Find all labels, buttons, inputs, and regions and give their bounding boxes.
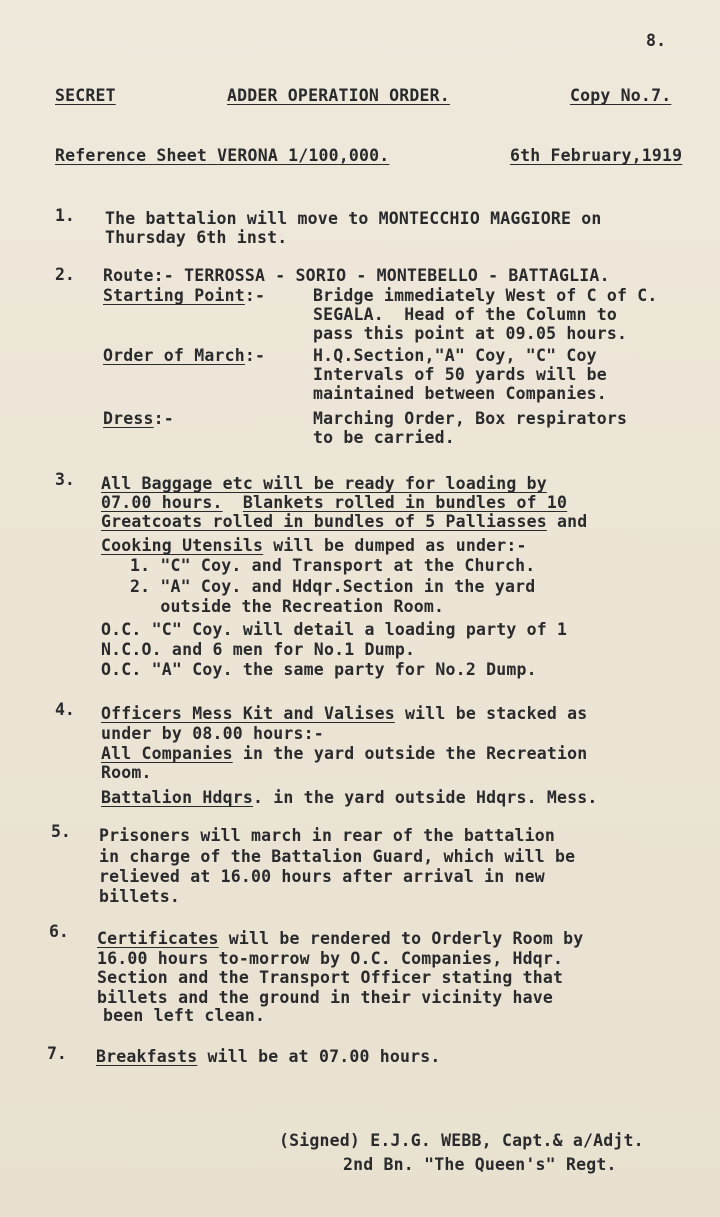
para-3-line: Cooking Utensils will be dumped as under:- bbox=[101, 536, 527, 555]
para-5-line: in charge of the Battalion Guard, which will be bbox=[99, 847, 576, 866]
copy-number: Copy No.7. bbox=[570, 86, 672, 105]
para-1-line: The battalion will move to MONTECCHIO MAGGIORE on bbox=[105, 209, 602, 228]
para-1-number: 1. bbox=[55, 206, 75, 225]
para-5-line: relieved at 16.00 hours after arrival in new bbox=[99, 867, 545, 886]
order-of-march-line: H.Q.Section,"A" Coy, "C" Coy bbox=[313, 346, 597, 365]
order-of-march-line: maintained between Companies. bbox=[313, 384, 607, 403]
para-1-line: Thursday 6th inst. bbox=[105, 228, 288, 247]
para-7-line: Breakfasts will be at 07.00 hours. bbox=[96, 1047, 441, 1066]
para-6-line: Section and the Transport Officer stating that bbox=[97, 968, 564, 987]
para-3-line: outside the Recreation Room. bbox=[130, 597, 445, 616]
order-date: 6th February,1919 bbox=[510, 146, 683, 165]
para-4-line: Room. bbox=[101, 763, 152, 782]
secret-label: SECRET bbox=[55, 86, 116, 105]
para-3-line: All Baggage etc will be ready for loading by bbox=[101, 474, 547, 493]
para-3-line: 2. "A" Coy. and Hdqr.Section in the yard bbox=[130, 577, 536, 596]
starting-point-label: Starting Point:- bbox=[103, 286, 266, 305]
para-3-line: 07.00 hours. Blankets rolled in bundles of 10 bbox=[101, 493, 568, 512]
regiment-line: 2nd Bn. "The Queen's" Regt. bbox=[343, 1155, 617, 1174]
route-line bbox=[103, 266, 610, 286]
order-of-march-line: Intervals of 50 yards will be bbox=[313, 365, 607, 384]
para-6-number: 6. bbox=[49, 922, 69, 941]
route-label: Route:- bbox=[103, 266, 174, 285]
para-3-line: O.C. "C" Coy. will detail a loading party of 1 bbox=[101, 620, 568, 639]
para-5-number: 5. bbox=[51, 822, 71, 841]
reference-label: Reference Sheet bbox=[55, 146, 208, 165]
dress-line: to be carried. bbox=[313, 428, 455, 447]
para-4-line: All Companies in the yard outside the Recreation bbox=[101, 744, 588, 763]
para-6-line: been left clean. bbox=[103, 1006, 266, 1025]
starting-point-line: SEGALA. Head of the Column to bbox=[313, 305, 618, 324]
starting-point-line: pass this point at 09.05 hours. bbox=[313, 324, 628, 343]
para-7-number: 7. bbox=[47, 1044, 67, 1063]
order-of-march-label: Order of March:- bbox=[103, 346, 266, 365]
dress-line: Marching Order, Box respirators bbox=[313, 409, 628, 428]
page-number: 8. bbox=[646, 31, 667, 50]
route-value: TERROSSA - SORIO - MONTEBELLO - BATTAGLIA. bbox=[184, 266, 610, 285]
para-3-line: Greatcoats rolled in bundles of 5 Palliasses and bbox=[101, 512, 588, 531]
para-4-number: 4. bbox=[55, 700, 75, 719]
para-6-line: billets and the ground in their vicinity have bbox=[97, 988, 554, 1007]
reference-value: VERONA 1/100,000. bbox=[217, 146, 390, 165]
para-6-line: 16.00 hours to-morrow by O.C. Companies, Hdqr. bbox=[97, 949, 564, 968]
para-3-number: 3. bbox=[55, 470, 75, 489]
para-3-line: 1. "C" Coy. and Transport at the Church. bbox=[130, 556, 536, 575]
starting-point-line: Bridge immediately West of C of C. bbox=[313, 286, 658, 305]
para-5-line: Prisoners will march in rear of the battalion bbox=[99, 826, 556, 845]
para-4-line: Officers Mess Kit and Valises will be stacked as bbox=[101, 704, 588, 723]
para-2-number: 2. bbox=[55, 265, 75, 284]
para-5-line: billets. bbox=[99, 887, 181, 906]
signature-line: (Signed) E.J.G. WEBB, Capt.& a/Adjt. bbox=[279, 1131, 644, 1150]
para-6-line: Certificates will be rendered to Orderly Room by bbox=[97, 929, 584, 948]
para-3-line: N.C.O. and 6 men for No.1 Dump. bbox=[101, 640, 416, 659]
reference-line bbox=[55, 146, 389, 166]
para-4-line: under by 08.00 hours:- bbox=[101, 724, 324, 743]
document-title: ADDER OPERATION ORDER. bbox=[227, 86, 450, 105]
para-4-line: Battalion Hdqrs. in the yard outside Hdqrs. Mess. bbox=[101, 788, 598, 807]
para-3-line: O.C. "A" Coy. the same party for No.2 Dump. bbox=[101, 660, 537, 679]
dress-label: Dress:- bbox=[103, 409, 174, 428]
